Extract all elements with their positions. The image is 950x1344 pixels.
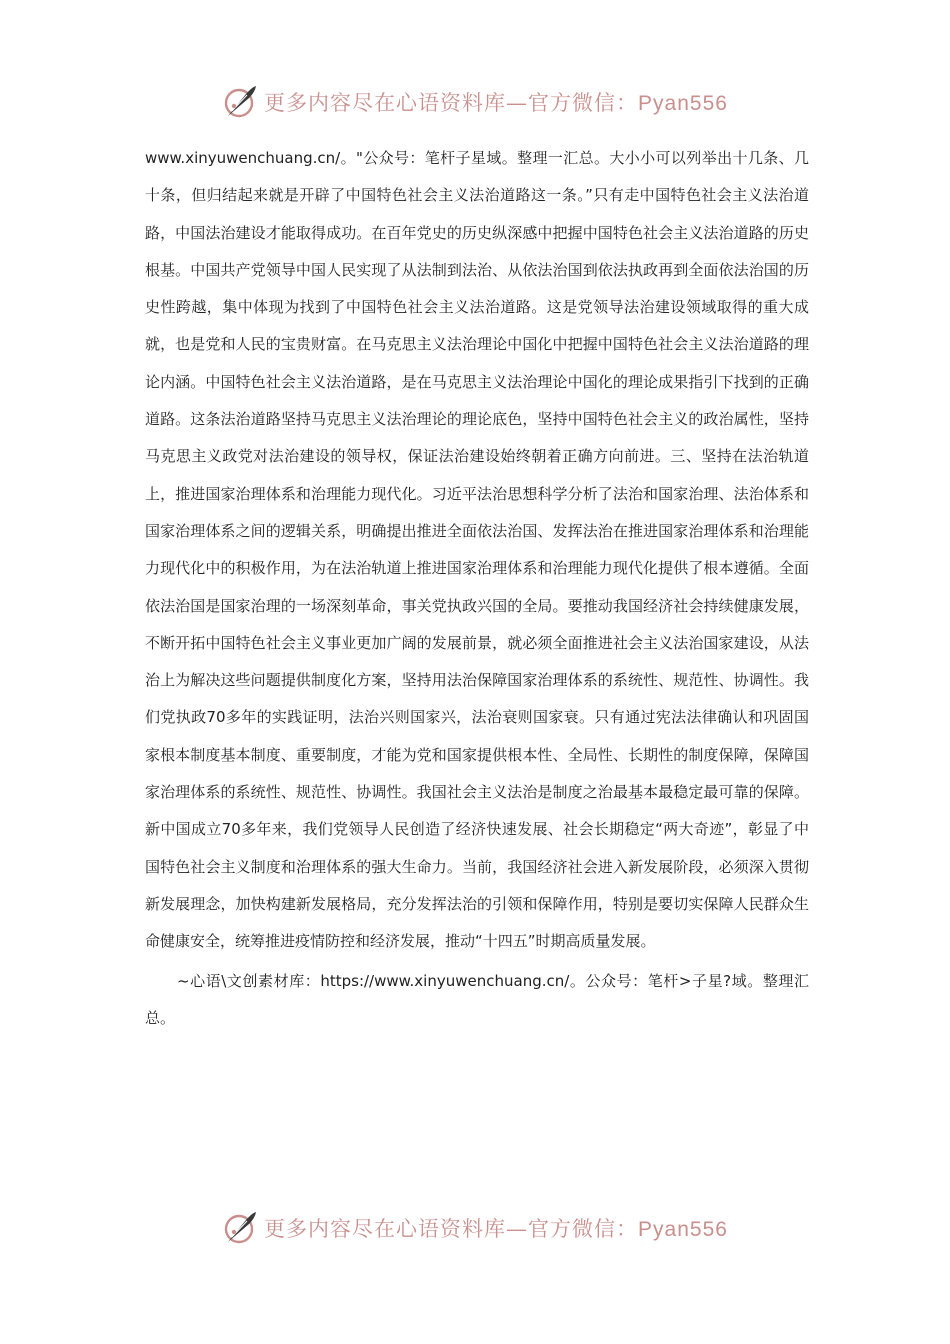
footer-wechat-id: Pyan556 xyxy=(638,1218,728,1241)
header-banner-text: 更多内容尽在心语资料库—官方微信：Pyan556 xyxy=(264,91,728,115)
footer-banner-text: 更多内容尽在心语资料库—官方微信：Pyan556 xyxy=(264,1217,728,1241)
quill-pen-logo-icon xyxy=(222,84,258,120)
body-paragraph: www.xinyuwenchuang.cn/。"公众号：笔杆子星域。整理一汇总。大小小可以列举出十几条、几十条，但归结起来就是开辟了中国特色社会主义法治道路这一条。”只有走中国特色社会主义法治道路，中国法治建设才能取得成功。在百年党史的历史纵深感中把握中国特色社会主义法治道路的历史根基。中国共产党领导中国人民实现了从法制到法治、从依法治国到依法执政再到全面依法治国的历史性跨越，集中体现为找到了中国特色社会主义法治道路。这是党领导法治建设领域取得的重大成就，也是党和人民的宝贵财富。在马克思主义法治理论中国化中把握中国特色社会主义法治道路的理论内涵。中国特色社会主义法治道路，是在马克思主义法治理论中国化的理论成果指引下找到的正确道路。这条法治道路坚持马克思主义法治理论的理论底色，坚持中国特色社会主义的政治属性，坚持马克思主义政党对法治建设的领导权，保证法治建设始终朝着正确方向前进。三、坚持在法治轨道上，推进国家治理体系和治理能力现代化。习近平法治思想科学分析了法治和国家治理、法治体系和国家治理体系之间的逻辑关系，明确提出推进全面依法治国、发挥法治在推进国家治理体系和治理能力现代化中的积极作用，为在法治轨道上推进国家治理体系和治理能力现代化提供了根本遵循。全面依法治国是国家治理的一场深刻革命，事关党执政兴国的全局。要推动我国经济社会持续健康发展，不断开拓中国特色社会主义事业更加广阔的发展前景，就必须全面推进社会主义法治国家建设，从法治上为解决这些问题提供制度化方案，坚持用法治保障国家治理体系的系统性、规范性、协调性。我们党执政70多年的实践证明，法治兴则国家兴，法治衰则国家衰。只有通过宪法法律确认和巩固国家根本制度基本制度、重要制度，才能为党和国家提供根本性、全局性、长期性的制度保障，保障国家治理体系的系统性、规范性、协调性。我国社会主义法治是制度之治最基本最稳定最可靠的保障。新中国成立70多年来，我们党领导人民创造了经济快速发展、社会长期稳定“两大奇迹”，彰显了中国特色社会主义制度和治理体系的强大生命力。当前，我国经济社会进入新发展阶段，必须深入贯彻新发展理念，加快构建新发展格局，充分发挥法治的引领和保障作用，特别是要切实保障人民群众生命健康安全，统筹推进疫情防控和经济发展，推动“十四五”时期高质量发展。 xyxy=(145,149,809,951)
source-note-paragraph: ~心语\文创素材库：https://www.xinyuwenchuang.cn/。公众号：笔杆>子星?域。整理汇总。 xyxy=(145,971,809,1027)
footer-banner xyxy=(0,1210,950,1246)
document-body xyxy=(145,140,809,1037)
header-wechat-id: Pyan556 xyxy=(638,92,728,115)
header-banner xyxy=(0,84,950,120)
quill-pen-logo-icon xyxy=(222,1210,258,1246)
